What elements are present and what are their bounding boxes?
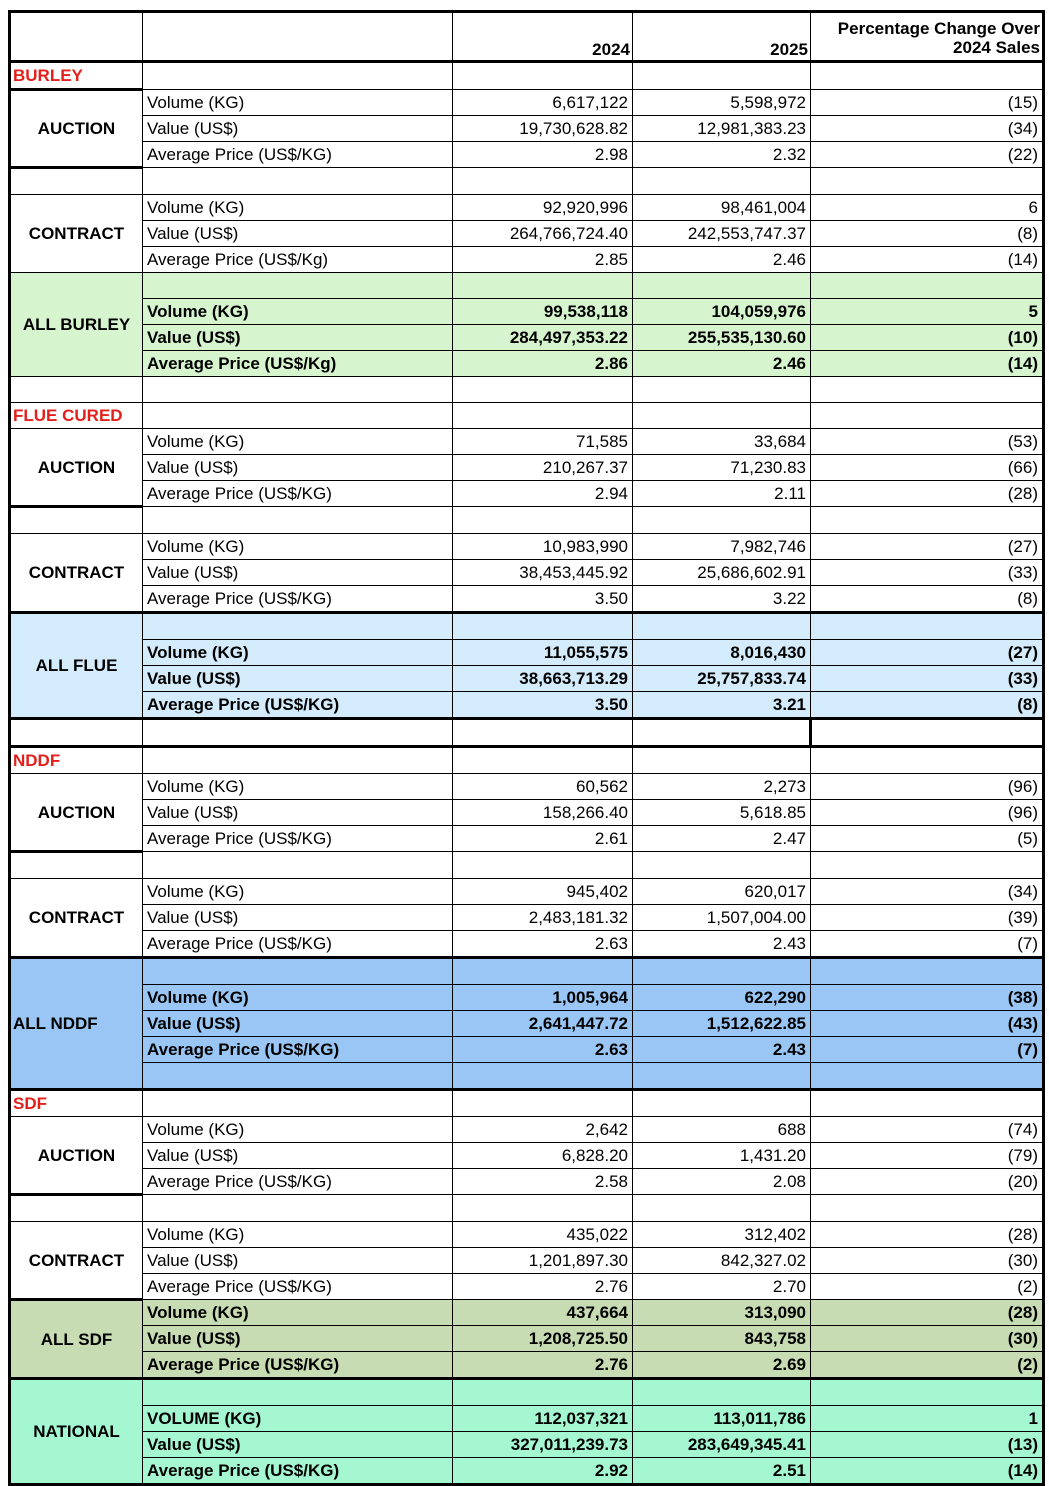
cell-2024: 2,483,181.32 bbox=[453, 905, 633, 931]
row-label: Average Price (US$/KG) bbox=[143, 1352, 453, 1379]
cell-2025: 104,059,976 bbox=[633, 299, 811, 325]
spacer-row bbox=[10, 719, 1044, 747]
section-title-sdf: SDF bbox=[10, 1090, 143, 1117]
cell-2025: 2.32 bbox=[633, 142, 811, 168]
table-row bbox=[10, 481, 1044, 507]
row-label: Value (US$) bbox=[143, 221, 453, 247]
cell-change: 5 bbox=[811, 299, 1044, 325]
table-row bbox=[10, 429, 1044, 455]
group-label-all-flue: ALL FLUE bbox=[10, 613, 143, 719]
row-label: Value (US$) bbox=[143, 455, 453, 481]
cell-change: (5) bbox=[811, 826, 1044, 852]
cell-2025: 3.22 bbox=[633, 586, 811, 613]
header-label-col bbox=[143, 12, 453, 62]
table-row bbox=[10, 692, 1044, 719]
table-row bbox=[10, 1458, 1044, 1485]
row-label: Value (US$) bbox=[143, 560, 453, 586]
cell-2024: 2.61 bbox=[453, 826, 633, 852]
section-row-flue-cured bbox=[10, 403, 1044, 429]
row-label: Value (US$) bbox=[143, 1248, 453, 1274]
section-row-nddf bbox=[10, 747, 1044, 774]
table-row bbox=[10, 221, 1044, 247]
spacer-row bbox=[10, 1195, 1044, 1222]
cell-2024: 2.86 bbox=[453, 351, 633, 377]
table-row bbox=[10, 1222, 1044, 1248]
cell-2024: 158,266.40 bbox=[453, 800, 633, 826]
row-label: Average Price (US$/KG) bbox=[143, 1274, 453, 1300]
cell-2024: 112,037,321 bbox=[453, 1406, 633, 1432]
cell-2024: 1,005,964 bbox=[453, 985, 633, 1011]
header-year-2025: 2025 bbox=[633, 12, 811, 62]
section-title-flue-cured: FLUE CURED bbox=[10, 403, 143, 429]
cell-2025: 242,553,747.37 bbox=[633, 221, 811, 247]
table-row bbox=[10, 800, 1044, 826]
cell-change: (28) bbox=[811, 1222, 1044, 1248]
row-label: Average Price (US$/KG) bbox=[143, 1037, 453, 1063]
table-row bbox=[10, 905, 1044, 931]
cell-change: (8) bbox=[811, 221, 1044, 247]
spacer-row bbox=[10, 958, 1044, 985]
cell-2024: 2.94 bbox=[453, 481, 633, 507]
cell-change: (66) bbox=[811, 455, 1044, 481]
cell-2024: 6,617,122 bbox=[453, 90, 633, 116]
cell-2024: 2.76 bbox=[453, 1352, 633, 1379]
cell-2024: 437,664 bbox=[453, 1300, 633, 1326]
cell-change: (33) bbox=[811, 560, 1044, 586]
cell-2025: 98,461,004 bbox=[633, 195, 811, 221]
spacer-row bbox=[10, 273, 1044, 299]
table-row bbox=[10, 1406, 1044, 1432]
group-label-sdf-contract: CONTRACT bbox=[10, 1222, 143, 1300]
row-label: Value (US$) bbox=[143, 666, 453, 692]
cell-2024: 10,983,990 bbox=[453, 534, 633, 560]
cell-change: (7) bbox=[811, 1037, 1044, 1063]
row-label: Volume (KG) bbox=[143, 534, 453, 560]
cell-change: (30) bbox=[811, 1326, 1044, 1352]
table-row bbox=[10, 1274, 1044, 1300]
cell-2025: 33,684 bbox=[633, 429, 811, 455]
cell-2025: 2.43 bbox=[633, 931, 811, 958]
table-row bbox=[10, 325, 1044, 351]
row-label: Volume (KG) bbox=[143, 90, 453, 116]
cell-2025: 2.46 bbox=[633, 247, 811, 273]
table-row bbox=[10, 90, 1044, 116]
cell-2025: 8,016,430 bbox=[633, 640, 811, 666]
spacer-row bbox=[10, 613, 1044, 640]
cell-change: (34) bbox=[811, 879, 1044, 905]
cell-change: (33) bbox=[811, 666, 1044, 692]
cell-change: (96) bbox=[811, 774, 1044, 800]
row-label: Average Price (US$/KG) bbox=[143, 1169, 453, 1195]
table-row bbox=[10, 640, 1044, 666]
cell-2025: 622,290 bbox=[633, 985, 811, 1011]
header-row bbox=[10, 12, 1044, 62]
cell-2025: 5,618.85 bbox=[633, 800, 811, 826]
cell-2024: 11,055,575 bbox=[453, 640, 633, 666]
section-row-sdf bbox=[10, 1090, 1044, 1117]
row-label: Value (US$) bbox=[143, 905, 453, 931]
cell-2024: 92,920,996 bbox=[453, 195, 633, 221]
cell-2024: 60,562 bbox=[453, 774, 633, 800]
cell-change: (79) bbox=[811, 1143, 1044, 1169]
cell-change: (14) bbox=[811, 351, 1044, 377]
cell-change: 6 bbox=[811, 195, 1044, 221]
group-label-all-nddf: ALL NDDF bbox=[10, 958, 143, 1090]
spacer-row bbox=[10, 168, 1044, 195]
cell-change: (22) bbox=[811, 142, 1044, 168]
cell-change: (38) bbox=[811, 985, 1044, 1011]
cell-2024: 1,201,897.30 bbox=[453, 1248, 633, 1274]
cell-2025: 843,758 bbox=[633, 1326, 811, 1352]
row-label: Value (US$) bbox=[143, 116, 453, 142]
cell-change: (13) bbox=[811, 1432, 1044, 1458]
row-label: Average Price (US$/KG) bbox=[143, 692, 453, 719]
table-row bbox=[10, 560, 1044, 586]
cell-change: (30) bbox=[811, 1248, 1044, 1274]
table-row bbox=[10, 1117, 1044, 1143]
cell-change: (96) bbox=[811, 800, 1044, 826]
cell-2025: 25,757,833.74 bbox=[633, 666, 811, 692]
cell-2024: 2.76 bbox=[453, 1274, 633, 1300]
spacer-row bbox=[10, 1379, 1044, 1406]
cell-2024: 945,402 bbox=[453, 879, 633, 905]
cell-change: (20) bbox=[811, 1169, 1044, 1195]
cell-2025: 2.70 bbox=[633, 1274, 811, 1300]
cell-2024: 210,267.37 bbox=[453, 455, 633, 481]
cell-2024: 2.98 bbox=[453, 142, 633, 168]
table-row bbox=[10, 666, 1044, 692]
group-label-sdf-auction: AUCTION bbox=[10, 1117, 143, 1195]
cell-2025: 1,507,004.00 bbox=[633, 905, 811, 931]
group-label-national: NATIONAL bbox=[10, 1379, 143, 1485]
cell-change: (34) bbox=[811, 116, 1044, 142]
section-row-burley bbox=[10, 62, 1044, 90]
cell-2025: 283,649,345.41 bbox=[633, 1432, 811, 1458]
spacer-row bbox=[10, 377, 1044, 403]
cell-2025: 842,327.02 bbox=[633, 1248, 811, 1274]
table-row bbox=[10, 1169, 1044, 1195]
tobacco-sales-table bbox=[8, 10, 1045, 1486]
row-label: Volume (KG) bbox=[143, 1117, 453, 1143]
cell-2025: 113,011,786 bbox=[633, 1406, 811, 1432]
cell-2024: 6,828.20 bbox=[453, 1143, 633, 1169]
cell-change: (28) bbox=[811, 1300, 1044, 1326]
row-label: Volume (KG) bbox=[143, 1222, 453, 1248]
row-label: Volume (KG) bbox=[143, 774, 453, 800]
cell-2025: 3.21 bbox=[633, 692, 811, 719]
cell-2024: 2.63 bbox=[453, 1037, 633, 1063]
cell-2025: 71,230.83 bbox=[633, 455, 811, 481]
table-row bbox=[10, 1143, 1044, 1169]
table-row bbox=[10, 195, 1044, 221]
cell-2025: 2.69 bbox=[633, 1352, 811, 1379]
table-row bbox=[10, 455, 1044, 481]
cell-change: (53) bbox=[811, 429, 1044, 455]
table-row bbox=[10, 299, 1044, 325]
cell-2024: 2.58 bbox=[453, 1169, 633, 1195]
cell-change: (43) bbox=[811, 1011, 1044, 1037]
row-label: VOLUME (KG) bbox=[143, 1406, 453, 1432]
table-row bbox=[10, 142, 1044, 168]
row-label: Value (US$) bbox=[143, 1011, 453, 1037]
table-row bbox=[10, 826, 1044, 852]
row-label: Volume (KG) bbox=[143, 985, 453, 1011]
cell-2024: 38,453,445.92 bbox=[453, 560, 633, 586]
cell-2025: 255,535,130.60 bbox=[633, 325, 811, 351]
cell-change: (39) bbox=[811, 905, 1044, 931]
cell-2024: 2.63 bbox=[453, 931, 633, 958]
cell-change: (27) bbox=[811, 534, 1044, 560]
header-year-2024: 2024 bbox=[453, 12, 633, 62]
cell-change: (27) bbox=[811, 640, 1044, 666]
row-label: Volume (KG) bbox=[143, 1300, 453, 1326]
group-label-all-sdf: ALL SDF bbox=[10, 1300, 143, 1379]
row-label: Average Price (US$/KG) bbox=[143, 586, 453, 613]
table-row bbox=[10, 1248, 1044, 1274]
cell-2024: 3.50 bbox=[453, 692, 633, 719]
cell-2025: 313,090 bbox=[633, 1300, 811, 1326]
row-label: Value (US$) bbox=[143, 800, 453, 826]
cell-2025: 2.47 bbox=[633, 826, 811, 852]
table-row bbox=[10, 586, 1044, 613]
table-row bbox=[10, 774, 1044, 800]
cell-change: (2) bbox=[811, 1274, 1044, 1300]
table-row bbox=[10, 1011, 1044, 1037]
table-row bbox=[10, 879, 1044, 905]
row-label: Volume (KG) bbox=[143, 429, 453, 455]
table-row bbox=[10, 534, 1044, 560]
cell-2024: 327,011,239.73 bbox=[453, 1432, 633, 1458]
cell-2025: 1,512,622.85 bbox=[633, 1011, 811, 1037]
cell-change: (74) bbox=[811, 1117, 1044, 1143]
cell-2024: 2.92 bbox=[453, 1458, 633, 1485]
cell-2025: 312,402 bbox=[633, 1222, 811, 1248]
cell-2024: 264,766,724.40 bbox=[453, 221, 633, 247]
cell-change: (2) bbox=[811, 1352, 1044, 1379]
spacer-row bbox=[10, 507, 1044, 534]
cell-2024: 19,730,628.82 bbox=[453, 116, 633, 142]
row-label: Average Price (US$/KG) bbox=[143, 826, 453, 852]
cell-change: (8) bbox=[811, 692, 1044, 719]
table-row bbox=[10, 1037, 1044, 1063]
spacer-row bbox=[10, 852, 1044, 879]
header-percentage-change: Percentage Change Over 2024 Sales bbox=[811, 12, 1044, 62]
row-label: Value (US$) bbox=[143, 1143, 453, 1169]
table-row bbox=[10, 247, 1044, 273]
cell-change: 1 bbox=[811, 1406, 1044, 1432]
cell-change: (7) bbox=[811, 931, 1044, 958]
cell-2025: 5,598,972 bbox=[633, 90, 811, 116]
cell-change: (10) bbox=[811, 325, 1044, 351]
cell-2024: 99,538,118 bbox=[453, 299, 633, 325]
cell-2024: 1,208,725.50 bbox=[453, 1326, 633, 1352]
section-title-burley: BURLEY bbox=[10, 62, 143, 90]
row-label: Average Price (US$/KG) bbox=[143, 1458, 453, 1485]
cell-change: (14) bbox=[811, 1458, 1044, 1485]
table-row bbox=[10, 931, 1044, 958]
row-label: Volume (KG) bbox=[143, 879, 453, 905]
row-label: Volume (KG) bbox=[143, 195, 453, 221]
group-label-flue-auction: AUCTION bbox=[10, 429, 143, 507]
group-label-burley-contract: CONTRACT bbox=[10, 195, 143, 273]
cell-change: (14) bbox=[811, 247, 1044, 273]
group-label-flue-contract: CONTRACT bbox=[10, 534, 143, 613]
cell-2025: 2.08 bbox=[633, 1169, 811, 1195]
table-row bbox=[10, 1352, 1044, 1379]
cell-2025: 12,981,383.23 bbox=[633, 116, 811, 142]
cell-2025: 688 bbox=[633, 1117, 811, 1143]
table-row bbox=[10, 1326, 1044, 1352]
section-title-nddf: NDDF bbox=[10, 747, 143, 774]
row-label: Volume (KG) bbox=[143, 299, 453, 325]
table-row bbox=[10, 116, 1044, 142]
cell-2024: 284,497,353.22 bbox=[453, 325, 633, 351]
cell-2025: 2.11 bbox=[633, 481, 811, 507]
cell-2024: 71,585 bbox=[453, 429, 633, 455]
row-label: Average Price (US$/KG) bbox=[143, 931, 453, 958]
cell-2024: 2,642 bbox=[453, 1117, 633, 1143]
row-label: Average Price (US$/KG) bbox=[143, 142, 453, 168]
cell-2024: 2,641,447.72 bbox=[453, 1011, 633, 1037]
group-label-burley-auction: AUCTION bbox=[10, 90, 143, 168]
cell-2025: 620,017 bbox=[633, 879, 811, 905]
cell-change: (28) bbox=[811, 481, 1044, 507]
row-label: Value (US$) bbox=[143, 1432, 453, 1458]
cell-change: (15) bbox=[811, 90, 1044, 116]
cell-2024: 38,663,713.29 bbox=[453, 666, 633, 692]
table-row bbox=[10, 985, 1044, 1011]
cell-2025: 7,982,746 bbox=[633, 534, 811, 560]
row-label: Value (US$) bbox=[143, 325, 453, 351]
cell-2025: 2.51 bbox=[633, 1458, 811, 1485]
spacer-row bbox=[10, 1063, 1044, 1090]
cell-2025: 2.43 bbox=[633, 1037, 811, 1063]
cell-change: (8) bbox=[811, 586, 1044, 613]
row-label: Average Price (US$/Kg) bbox=[143, 247, 453, 273]
cell-2025: 2.46 bbox=[633, 351, 811, 377]
table-row bbox=[10, 351, 1044, 377]
row-label: Value (US$) bbox=[143, 1326, 453, 1352]
group-label-all-burley: ALL BURLEY bbox=[10, 273, 143, 377]
header-corner bbox=[10, 12, 143, 62]
row-label: Average Price (US$/Kg) bbox=[143, 351, 453, 377]
cell-2025: 1,431.20 bbox=[633, 1143, 811, 1169]
cell-2024: 2.85 bbox=[453, 247, 633, 273]
group-label-nddf-contract: CONTRACT bbox=[10, 879, 143, 958]
cell-2024: 435,022 bbox=[453, 1222, 633, 1248]
row-label: Average Price (US$/KG) bbox=[143, 481, 453, 507]
cell-2025: 2,273 bbox=[633, 774, 811, 800]
cell-2025: 25,686,602.91 bbox=[633, 560, 811, 586]
group-label-nddf-auction: AUCTION bbox=[10, 774, 143, 852]
table-row bbox=[10, 1300, 1044, 1326]
row-label: Volume (KG) bbox=[143, 640, 453, 666]
cell-2024: 3.50 bbox=[453, 586, 633, 613]
